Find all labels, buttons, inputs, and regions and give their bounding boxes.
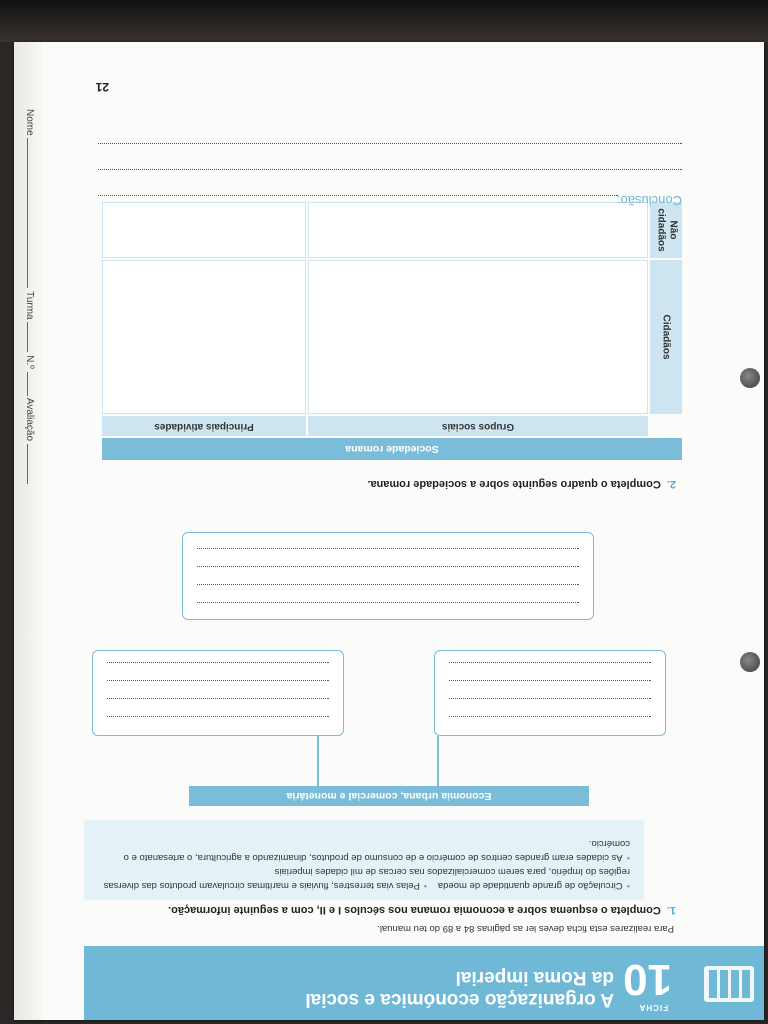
answer-line[interactable] [197,548,579,549]
answer-line[interactable] [107,716,329,717]
table-cell[interactable] [102,202,306,258]
info-box [84,820,644,900]
answer-line[interactable] [197,602,579,603]
ficha-number: 10 [623,955,672,1004]
number-field[interactable] [27,372,28,396]
answer-line[interactable] [197,584,579,585]
table-cell[interactable] [308,202,648,258]
conclusion-line[interactable] [98,195,618,210]
answer-box-right[interactable] [92,650,344,736]
question-2 [367,478,676,490]
ficha-label: FICHA [638,1003,668,1012]
column-header-activities: Principais atividades [102,416,306,436]
worksheet-header [84,946,764,1020]
question-1-number: 1. [666,904,676,916]
answer-line[interactable] [107,680,329,681]
intro-text: Para realizares esta ficha deves ler as páginas 84 a 89 do teu manual. [377,923,674,934]
row-header-citizens [650,260,682,414]
info-row [98,836,630,864]
conclusion-label: Conclusão: [616,193,682,208]
question-2-text: Completa o quadro seguinte sobre a sociedade romana. [367,478,661,490]
name-field[interactable] [27,138,28,288]
conclusion-line[interactable] [98,143,682,158]
bullet-icon: • [423,880,428,891]
answer-line[interactable] [107,662,329,663]
manual-book-icon [702,962,756,1006]
diagram-title-bar: Economia urbana, comercial e monetária [189,786,589,806]
page-number: 21 [95,80,109,94]
conclusion-line[interactable] [98,169,682,184]
info-bullet-3: As cidades eram grandes centros de comércio e de consumo de produtos, dinamizando a agricultura, o artesanato e o comércio. [123,838,630,863]
rotated-worksheet [14,42,764,1020]
table-cell[interactable] [102,260,306,414]
name-label: Nome [24,109,35,136]
column-header-groups: Grupos sociais [308,416,648,436]
grade-field[interactable] [27,444,28,484]
info-bullet-1: Circulação de grande quantidade de moeda [437,880,623,891]
question-1 [168,904,676,916]
answer-line[interactable] [449,662,651,663]
connector-line [437,736,439,786]
table-title-bar: Sociedade romana [102,438,682,460]
title-line-1: A organização económica e social [305,989,614,1010]
row-label-citizens: Cidadãos [660,314,672,360]
answer-box-bottom[interactable] [182,532,594,620]
table-cell[interactable] [308,260,648,414]
title-line-2: da Roma imperial [455,967,614,988]
grade-label: Avaliação [24,397,35,442]
info-bullet-2: Pelas vias terrestres, fluviais e marítimas circulavam produtos das diversas regiões do Império, para serem comercializados nas cercas de mil cidades imperiais [103,866,630,891]
row-header-non-citizens [650,202,682,258]
answer-line[interactable] [449,716,651,717]
answer-line[interactable] [197,566,579,567]
student-info-footer [21,109,35,529]
info-row [98,864,630,892]
connector-line [317,736,319,786]
class-field[interactable] [27,322,28,352]
question-1-text: Completa o esquema sobre a economia romana nos séculos I e II, com a seguinte informação. [168,904,661,916]
row-label-non-citizens: Não cidadãos [654,208,678,252]
bullet-icon: • [626,880,630,891]
scanner-background [0,0,768,42]
class-label: Turma [24,291,35,320]
worksheet-page [14,42,764,1020]
worksheet-title [194,966,614,1010]
number-label: N.º [24,355,35,369]
question-2-number: 2. [666,478,676,490]
answer-line[interactable] [107,698,329,699]
answer-line[interactable] [449,680,651,681]
answer-box-left[interactable] [434,650,666,736]
bullet-icon: • [626,852,630,863]
answer-line[interactable] [449,698,651,699]
